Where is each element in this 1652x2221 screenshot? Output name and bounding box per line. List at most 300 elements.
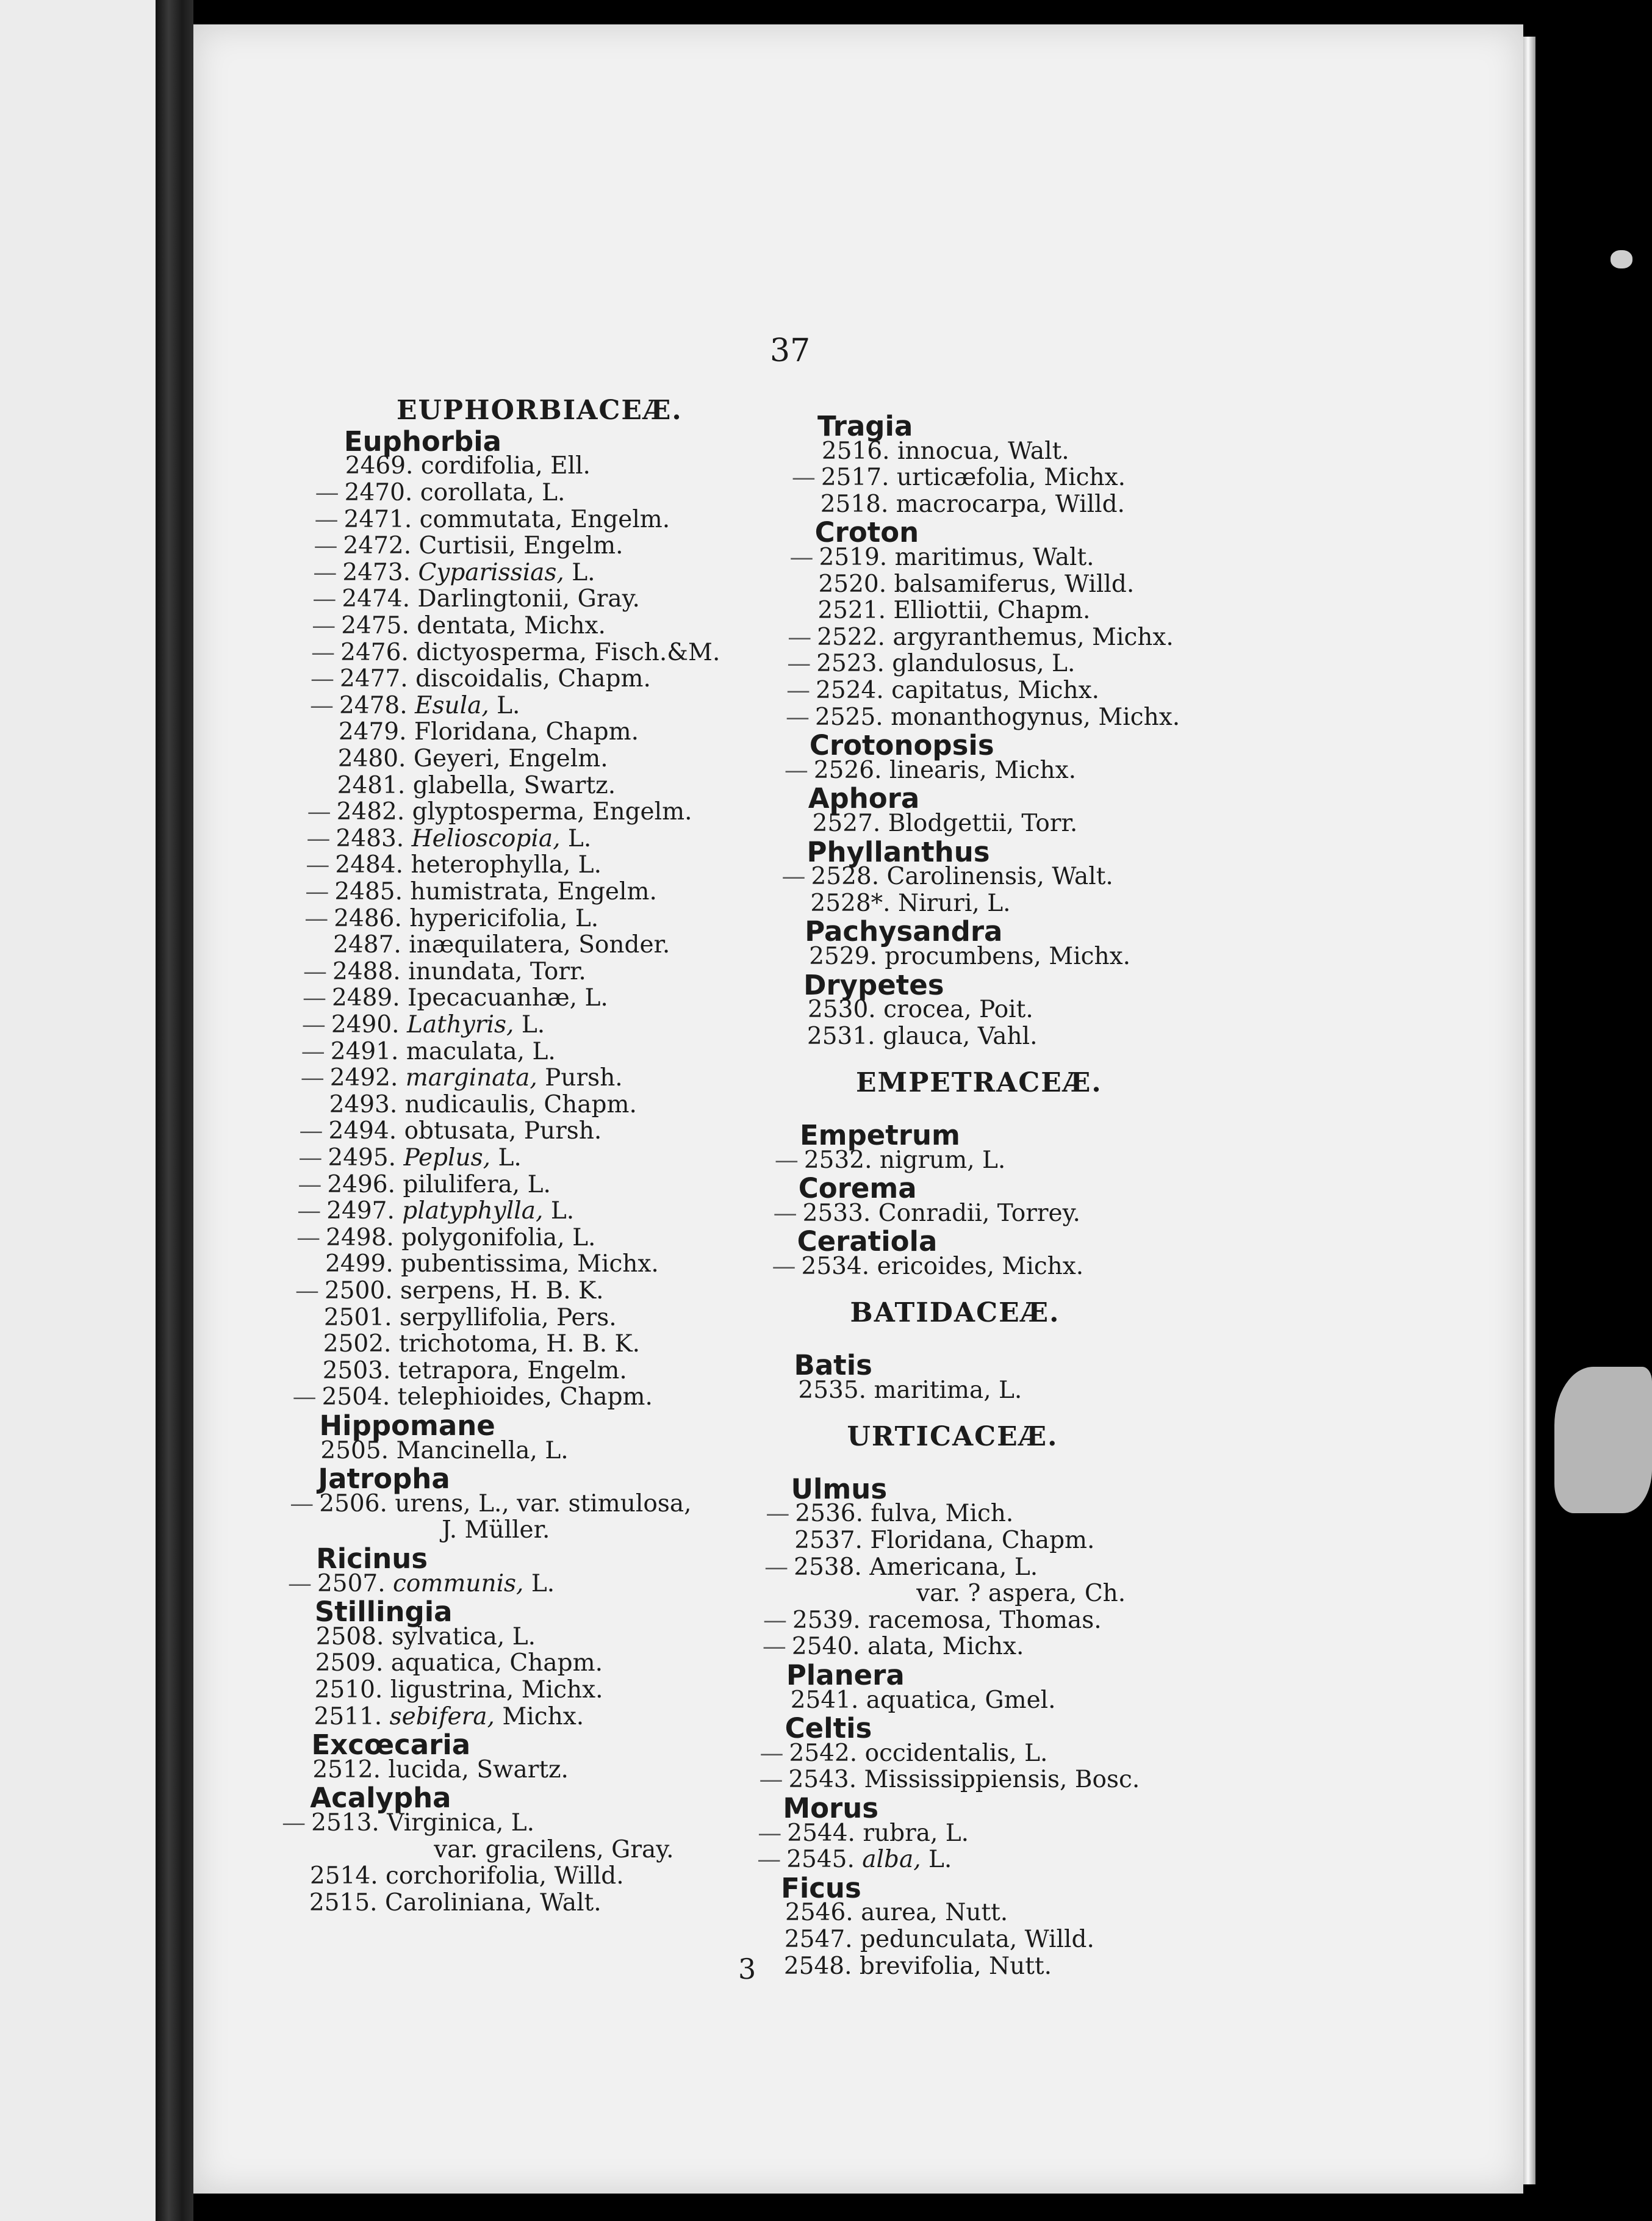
species-authority: L.: [545, 1436, 569, 1464]
species-entry: [309, 691, 520, 719]
species-name: maculata,: [406, 1037, 525, 1065]
check-mark: —: [313, 558, 337, 586]
catalog-number: 2472.: [343, 532, 412, 560]
species-authority: L.: [1052, 650, 1076, 678]
species-entry: [286, 1651, 603, 1675]
species-name: Conradii,: [878, 1199, 990, 1227]
catalog-number: 2541.: [790, 1686, 859, 1714]
species-authority: Chapm.: [544, 1090, 637, 1118]
species-authority: Swartz.: [476, 1755, 569, 1784]
species-authority: Ell.: [550, 452, 591, 480]
species-name: Geyeri,: [413, 744, 501, 772]
species-entry: [301, 1037, 556, 1065]
species-authority: L.: [572, 558, 595, 586]
species-name: Floridana,: [870, 1527, 994, 1555]
species-name: dictyosperma,: [416, 638, 587, 666]
species-name: Virginica,: [387, 1809, 504, 1837]
species-authority: Engelm.: [570, 505, 670, 533]
species-name: brevifolia,: [859, 1952, 982, 1980]
species-name: obtusata,: [404, 1117, 517, 1145]
species-name: argyranthemus,: [892, 623, 1085, 651]
species-entry: [290, 1489, 692, 1517]
species-name: Lathyris,: [406, 1010, 514, 1039]
species-entry: [756, 1899, 1008, 1927]
species-authority: Gray.: [577, 585, 640, 613]
species-entry: [791, 492, 1125, 516]
species-authority: Engelm.: [592, 798, 692, 826]
species-authority: Pursh.: [545, 1064, 623, 1092]
catalog-number: 2540.: [791, 1633, 860, 1661]
species-entry: [307, 800, 692, 824]
species-entry: [788, 597, 1091, 625]
species-name: communis,: [393, 1569, 524, 1597]
catalog-number: 2502.: [323, 1330, 392, 1358]
species-entry: [297, 1199, 574, 1223]
catalog-number: 2548.: [783, 1952, 852, 1980]
species-name: urens, L., var. stimulosa,: [395, 1489, 692, 1517]
species-authority: Walt.: [1052, 863, 1113, 891]
species-authority: Walt.: [1033, 544, 1094, 571]
catalog-number: 2501.: [323, 1303, 392, 1331]
species-authority: L.: [982, 1146, 1006, 1174]
species-authority: Willd.: [1055, 490, 1125, 518]
species-authority: Thomas.: [999, 1606, 1102, 1634]
catalog-number: 2547.: [784, 1926, 853, 1954]
species-name: inæquilatera,: [409, 931, 571, 959]
species-name: monanthogynus,: [891, 703, 1091, 731]
check-mark: —: [292, 1383, 317, 1411]
genus-heading: Ulmus: [791, 1472, 888, 1505]
species-name: glyptosperma,: [412, 798, 585, 826]
check-mark: —: [784, 756, 808, 784]
species-authority: Chapm.: [559, 1383, 653, 1411]
catalog-number: 2492.: [329, 1064, 398, 1092]
species-authority: L.: [987, 889, 1011, 917]
species-entry: [311, 667, 651, 691]
species-entry: [769, 1378, 1022, 1402]
catalog-number: 2474.: [342, 585, 410, 613]
species-authority: L.: [531, 1569, 555, 1597]
species-entry: [295, 1276, 604, 1305]
check-mark: —: [290, 1489, 314, 1517]
book-spine-shadow: [156, 0, 193, 2221]
catalog-number: 2520.: [818, 570, 887, 598]
check-mark: —: [760, 1739, 784, 1767]
catalog-number: 2484.: [335, 851, 404, 879]
species-entry: [791, 464, 1126, 492]
catalog-number: 2487.: [333, 931, 401, 959]
check-mark: —: [314, 505, 339, 533]
signature-mark: 3: [738, 1953, 756, 1985]
species-authority: Chapm.: [997, 597, 1091, 625]
genus-heading: Empetrum: [799, 1118, 960, 1151]
check-mark: —: [764, 1553, 789, 1581]
catalog-number: 2511.: [314, 1702, 382, 1730]
species-name: innocua,: [897, 437, 1000, 465]
species-authority: Engelm.: [557, 877, 657, 905]
check-mark: —: [298, 1143, 323, 1172]
catalog-number: 2505.: [320, 1436, 389, 1464]
species-name: ligustrina,: [390, 1676, 514, 1704]
check-mark: —: [303, 957, 328, 985]
catalog-number: 2475.: [341, 611, 409, 639]
catalog-number: 2530.: [808, 996, 876, 1024]
species-name: balsamiferus,: [894, 570, 1057, 598]
catalog-number: 2485.: [334, 877, 403, 905]
species-name: lucida,: [388, 1755, 469, 1784]
species-entry: [287, 1569, 555, 1597]
species-entry: [314, 534, 623, 558]
species-entry: [312, 587, 640, 611]
species-name: aquatica,: [866, 1686, 978, 1714]
species-authority: L.: [498, 1143, 522, 1172]
species-authority: L.: [511, 1809, 535, 1837]
species-name: heterophylla,: [411, 851, 571, 879]
species-authority: Nutt.: [989, 1952, 1052, 1980]
catalog-number: 2528*.: [810, 889, 891, 917]
species-name: corollata,: [420, 478, 534, 506]
species-name: macrocarpa,: [896, 490, 1048, 518]
check-mark: —: [306, 851, 330, 879]
check-mark: —: [296, 1223, 321, 1251]
check-mark: —: [772, 1252, 796, 1280]
species-entry: [787, 650, 1076, 678]
family-heading: EUPHORBIACEÆ.: [397, 395, 683, 426]
species-entry: [300, 1090, 637, 1118]
species-name: Mississippiensis,: [864, 1766, 1068, 1794]
species-entry: [293, 1356, 627, 1384]
species-entry: [755, 1926, 1094, 1954]
species-authority: L.: [542, 478, 566, 506]
species-entry: [759, 1766, 1140, 1794]
catalog-number: 2528.: [811, 863, 880, 891]
species-name: fulva,: [871, 1500, 938, 1528]
check-mark: —: [299, 1117, 323, 1145]
catalog-number: 2532.: [803, 1146, 872, 1174]
species-name: alata,: [867, 1633, 935, 1661]
catalog-number: 2470.: [344, 478, 413, 506]
species-entry: [303, 986, 608, 1010]
species-authority: Fisch.&M.: [594, 638, 720, 666]
species-entry: [291, 1436, 569, 1464]
species-authority: H. B. K.: [546, 1330, 641, 1358]
species-authority: Michx.: [1098, 703, 1180, 731]
species-authority: Chapm.: [1001, 1527, 1095, 1555]
species-authority: Chapm.: [509, 1649, 603, 1677]
catalog-number: 2535.: [798, 1376, 867, 1404]
check-mark: —: [763, 1606, 787, 1634]
catalog-number: 2512.: [312, 1755, 381, 1784]
check-mark: —: [306, 824, 331, 852]
species-entry: [300, 1119, 602, 1143]
family-heading: BATIDACEÆ.: [850, 1297, 1060, 1329]
species-entry: [316, 454, 591, 478]
catalog-number: 2517.: [821, 464, 889, 492]
catalog-number: 2503.: [322, 1356, 391, 1384]
species-authority: L.: [550, 1197, 575, 1225]
species-authority: Mich.: [945, 1500, 1014, 1528]
species-name: glandulosus,: [892, 650, 1044, 678]
species-name: marginata,: [405, 1064, 537, 1092]
species-authority: L.: [512, 1622, 536, 1650]
species-authority: Michx.: [1092, 623, 1174, 651]
catalog-number: 2543.: [788, 1766, 857, 1794]
catalog-number: 2495.: [328, 1143, 397, 1172]
species-entry: [282, 1811, 534, 1835]
catalog-number: 2489.: [331, 984, 400, 1012]
check-mark: —: [786, 703, 810, 731]
facing-page: [0, 0, 156, 2221]
species-entry: [309, 744, 608, 772]
species-name: Americana,: [869, 1553, 1007, 1581]
species-authority: L.: [584, 984, 608, 1012]
species-authority: Swartz.: [523, 771, 616, 799]
genus-heading: Corema: [798, 1172, 917, 1205]
species-name: tetrapora,: [398, 1356, 520, 1384]
species-name: Carolinensis,: [886, 863, 1044, 891]
catalog-number: 2526.: [813, 756, 882, 784]
species-authority: Willd.: [1024, 1926, 1094, 1954]
catalog-number: 2473.: [342, 558, 411, 586]
species-authority: L.: [521, 1010, 545, 1039]
check-mark: —: [786, 677, 811, 704]
check-mark: —: [757, 1846, 781, 1874]
species-name: maritima,: [874, 1376, 991, 1404]
species-authority: Walt.: [540, 1888, 602, 1917]
catalog-number: 2478.: [339, 691, 408, 719]
species-name: glauca,: [882, 1022, 971, 1050]
check-mark: —: [791, 464, 816, 492]
species-authority: L.: [928, 1846, 952, 1874]
species-entry: [293, 1385, 653, 1409]
species-name: nigrum,: [879, 1146, 975, 1174]
species-authority: Michx.: [942, 1633, 1024, 1661]
species-authority: Engelm.: [523, 532, 623, 560]
genus-heading: Crotonopsis: [809, 729, 994, 762]
species-entry: [790, 545, 1094, 569]
species-entry: [758, 1821, 969, 1845]
species-name: linearis,: [889, 756, 987, 784]
genus-heading: Planera: [786, 1659, 905, 1692]
species-authority: L.: [567, 824, 592, 852]
species-entry: [313, 558, 595, 586]
page-edge: [1523, 37, 1535, 2184]
species-name: discoidalis,: [415, 665, 550, 693]
check-mark: —: [307, 798, 331, 826]
species-name: pubentissima,: [401, 1250, 570, 1278]
catalog-number: 2491.: [330, 1037, 399, 1065]
genus-heading: Celtis: [785, 1712, 872, 1745]
species-entry: [287, 1622, 536, 1650]
species-name: Cyparissias,: [418, 558, 564, 586]
species-entry: [315, 478, 566, 506]
catalog-number: 2516.: [821, 437, 890, 465]
species-authority: Willd.: [1065, 570, 1135, 598]
species-authority: Michx.: [524, 611, 606, 639]
species-authority: Sonder.: [578, 931, 670, 959]
family-heading: URTICACEÆ.: [847, 1421, 1058, 1453]
species-entry: [765, 1527, 1095, 1555]
species-entry: [304, 904, 599, 932]
species-authority: Torrey.: [997, 1199, 1080, 1227]
species-entry: [775, 1148, 1005, 1172]
check-mark: —: [773, 1199, 797, 1227]
check-mark: —: [295, 1276, 319, 1305]
species-entry: [755, 1954, 1052, 1978]
species-entry: [298, 1143, 522, 1172]
species-name: Mancinella,: [396, 1436, 537, 1464]
catalog-number: 2496.: [327, 1170, 395, 1198]
species-name: sebifera,: [389, 1702, 495, 1730]
species-entry: [757, 1846, 952, 1874]
catalog-number: 2546.: [785, 1899, 853, 1927]
catalog-number: 2480.: [337, 744, 406, 772]
genus-heading: Croton: [814, 516, 919, 549]
catalog-number: 2522.: [817, 623, 885, 651]
species-entry: [280, 1888, 602, 1917]
catalog-number: 2537.: [794, 1527, 863, 1555]
species-name: Blodgettii,: [888, 810, 1015, 837]
check-mark: —: [774, 1146, 799, 1174]
species-name: serpens,: [400, 1276, 503, 1305]
species-authority: Engelm.: [527, 1356, 627, 1384]
species-entry: [285, 1702, 584, 1730]
species-entry: [306, 824, 592, 852]
torn-paper-fragment: [1554, 1367, 1652, 1513]
species-name: glabella,: [412, 771, 517, 799]
check-mark: —: [781, 863, 806, 891]
catalog-number: 2542.: [789, 1739, 858, 1767]
species-entry: [294, 1332, 640, 1356]
catalog-number: 2477.: [340, 665, 408, 693]
check-mark: —: [297, 1197, 321, 1225]
species-entry: [296, 1223, 596, 1251]
species-name: alba,: [862, 1846, 921, 1874]
species-name: inundata,: [408, 957, 523, 985]
check-mark: —: [759, 1766, 783, 1794]
check-mark: —: [312, 585, 337, 613]
catalog-number: 2521.: [817, 597, 886, 625]
species-name: Floridana,: [414, 718, 539, 746]
check-mark: —: [302, 984, 326, 1012]
species-entry: [783, 812, 1078, 835]
species-name: Ipecacuanhæ,: [408, 984, 578, 1012]
catalog-number: 2493.: [329, 1090, 398, 1118]
species-entry: [788, 625, 1174, 649]
species-entry: [792, 439, 1069, 463]
species-entry: [314, 505, 670, 533]
check-mark: —: [298, 1170, 322, 1198]
genus-heading: Batis: [794, 1349, 872, 1382]
species-entry: [309, 720, 639, 744]
catalog-number: 2488.: [332, 957, 401, 985]
species-authority: Chapm.: [545, 718, 639, 746]
species-entry: [785, 758, 1076, 782]
species-authority: L.: [1024, 1739, 1048, 1767]
species-name: pilulifera,: [403, 1170, 520, 1198]
variety-line: var. gracilens, Gray.: [434, 1835, 674, 1863]
species-entry: [286, 1678, 603, 1702]
variety-line: var. ? aspera, Ch.: [916, 1580, 1126, 1608]
catalog-number: 2498.: [326, 1223, 394, 1251]
species-entry: [772, 1254, 1084, 1278]
species-name: trichotoma,: [398, 1330, 539, 1358]
catalog-number: 2514.: [309, 1862, 378, 1890]
species-entry: [780, 945, 1130, 968]
species-name: serpyllifolia,: [399, 1303, 549, 1331]
species-entry: [296, 1252, 659, 1276]
species-name: rubra,: [863, 1819, 938, 1847]
check-mark: —: [314, 532, 338, 560]
check-mark: —: [311, 638, 336, 666]
species-entry: [789, 572, 1134, 596]
species-authority: L.: [575, 904, 599, 932]
check-mark: —: [305, 877, 329, 905]
species-entry: [301, 1066, 623, 1090]
genus-heading: Ficus: [781, 1871, 861, 1904]
species-authority: Michx.: [1002, 1252, 1084, 1280]
check-mark: —: [301, 1010, 326, 1039]
species-entry: [301, 1010, 545, 1039]
catalog-number: 2509.: [315, 1649, 384, 1677]
species-entry: [762, 1633, 1024, 1661]
check-mark: —: [282, 1809, 306, 1837]
species-name: polygonifolia,: [401, 1223, 565, 1251]
species-authority: Michx.: [521, 1676, 603, 1704]
species-name: aurea,: [861, 1899, 938, 1927]
species-authority: L.: [572, 1223, 596, 1251]
catalog-number: 2508.: [315, 1622, 384, 1650]
species-name: Helioscopia,: [411, 824, 561, 852]
species-entry: [781, 863, 1113, 891]
catalog-number: 2533.: [802, 1199, 871, 1227]
catalog-number: 2479.: [338, 718, 407, 746]
catalog-number: 2500.: [324, 1276, 393, 1305]
species-authority: Pursh.: [523, 1117, 602, 1145]
species-authority: L.: [999, 1376, 1022, 1404]
species-entry: [311, 638, 720, 666]
species-authority: Walt.: [1008, 437, 1069, 465]
species-authority: Michx.: [1044, 464, 1126, 492]
genus-heading: Jatropha: [318, 1463, 450, 1496]
catalog-number: 2490.: [331, 1010, 400, 1039]
species-name: telephioides,: [397, 1383, 552, 1411]
genus-heading: Pachysandra: [805, 915, 1003, 948]
species-entry: [786, 679, 1099, 702]
check-mark: —: [788, 623, 812, 651]
genus-heading: Acalypha: [310, 1782, 451, 1815]
species-authority: Engelm.: [508, 744, 608, 772]
species-authority: Willd.: [554, 1862, 624, 1890]
species-entry: [281, 1864, 624, 1888]
catalog-number: 2481.: [337, 771, 406, 799]
catalog-number: 2544.: [787, 1819, 855, 1847]
check-mark: —: [304, 904, 329, 932]
genus-heading: Ceratiola: [797, 1225, 938, 1258]
species-name: Esula,: [415, 691, 489, 719]
catalog-number: 2504.: [321, 1383, 390, 1411]
catalog-number: 2497.: [326, 1197, 395, 1225]
check-mark: —: [758, 1819, 782, 1847]
species-name: Elliottii,: [893, 597, 990, 625]
catalog-number: 2513.: [311, 1809, 379, 1837]
species-name: corchorifolia,: [386, 1862, 547, 1890]
catalog-number: 2515.: [309, 1888, 378, 1917]
species-name: urticæfolia,: [896, 464, 1036, 492]
species-entry: [786, 705, 1180, 729]
species-name: pedunculata,: [860, 1926, 1018, 1954]
catalog-number: 2483.: [336, 824, 404, 852]
